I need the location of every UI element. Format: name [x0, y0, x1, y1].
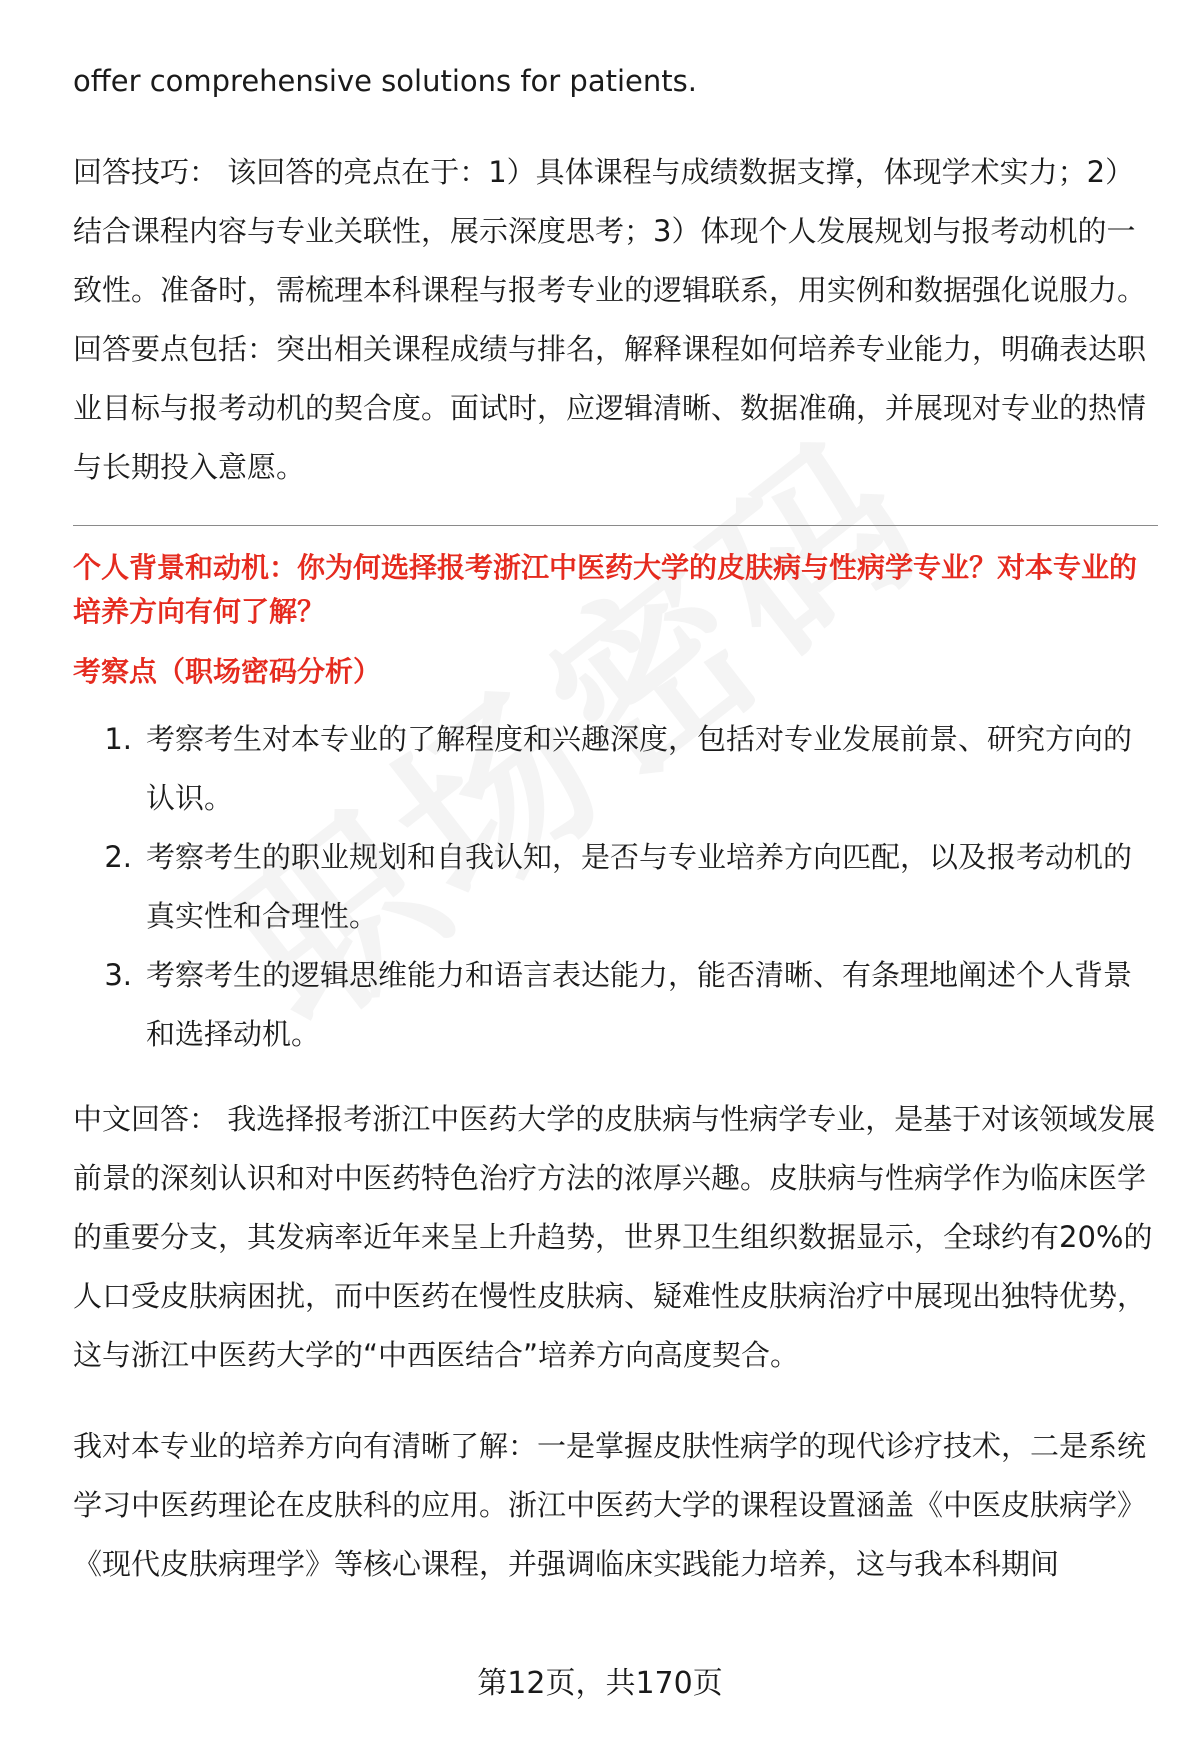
list-item: [73, 946, 1158, 1064]
section-heading: 考察点（职场密码分析）: [73, 655, 382, 688]
list-text: 考察考生的逻辑思维能力和语言表达能力，能否清晰、有条理地阐述个人背景和选择动机。: [146, 958, 1133, 1051]
interview-question: 个人背景和动机：你为何选择报考浙江中医药大学的皮肤病与性病学专业？对本专业的培养方向有何了解？: [73, 551, 1138, 628]
list-number: 2.: [104, 840, 132, 874]
list-number: 1.: [104, 722, 132, 756]
section-divider: [73, 525, 1158, 526]
answer-tips-paragraph: 回答技巧： 该回答的亮点在于：1）具体课程与成绩数据支撑，体现学术实力；2）结合课程内容与专业关联性，展示深度思考；3）体现个人发展规划与报考动机的一致性。准备时，需梳理本科课程与报考专业的逻辑联系，用实例和数据强化说服力。回答要点包括：突出相关课程成绩与排名，解释课程如何培养专业能力，明确表达职业目标与报考动机的契合度。面试时，应逻辑清晰、数据准确，并展现对专业的热情与长期投入意愿。: [73, 155, 1147, 484]
list-text: 考察考生的职业规划和自我认知，是否与专业培养方向匹配，以及报考动机的真实性和合理性。: [146, 840, 1133, 933]
list-item: [73, 828, 1158, 946]
paragraph-continuation: offer comprehensive solutions for patients.: [73, 64, 697, 98]
list-number: 3.: [104, 958, 132, 992]
list-text: 考察考生对本专业的了解程度和兴趣深度，包括对专业发展前景、研究方向的认识。: [146, 722, 1133, 815]
list-item: [73, 710, 1158, 828]
chinese-answer-paragraph-2: 我对本专业的培养方向有清晰了解：一是掌握皮肤性病学的现代诊疗技术，二是系统学习中医药理论在皮肤科的应用。浙江中医药大学的课程设置涵盖《中医皮肤病学》《现代皮肤病理学》等核心课程，并强调临床实践能力培养，这与我本科期间: [73, 1429, 1147, 1581]
chinese-answer-paragraph: 中文回答： 我选择报考浙江中医药大学的皮肤病与性病学专业，是基于对该领域发展前景的深刻认识和对中医药特色治疗方法的浓厚兴趣。皮肤病与性病学作为临床医学的重要分支，其发病率近年来呈上升趋势，世界卫生组织数据显示，全球约有20%的人口受皮肤病困扰，而中医药在慢性皮肤病、疑难性皮肤病治疗中展现出独特优势，这与浙江中医药大学的“中西医结合”培养方向高度契合。: [73, 1102, 1156, 1372]
assessment-points-list: [73, 710, 1158, 1064]
page-content: [73, 52, 1158, 1594]
page-number-footer: 第12页，共170页: [477, 1666, 723, 1701]
